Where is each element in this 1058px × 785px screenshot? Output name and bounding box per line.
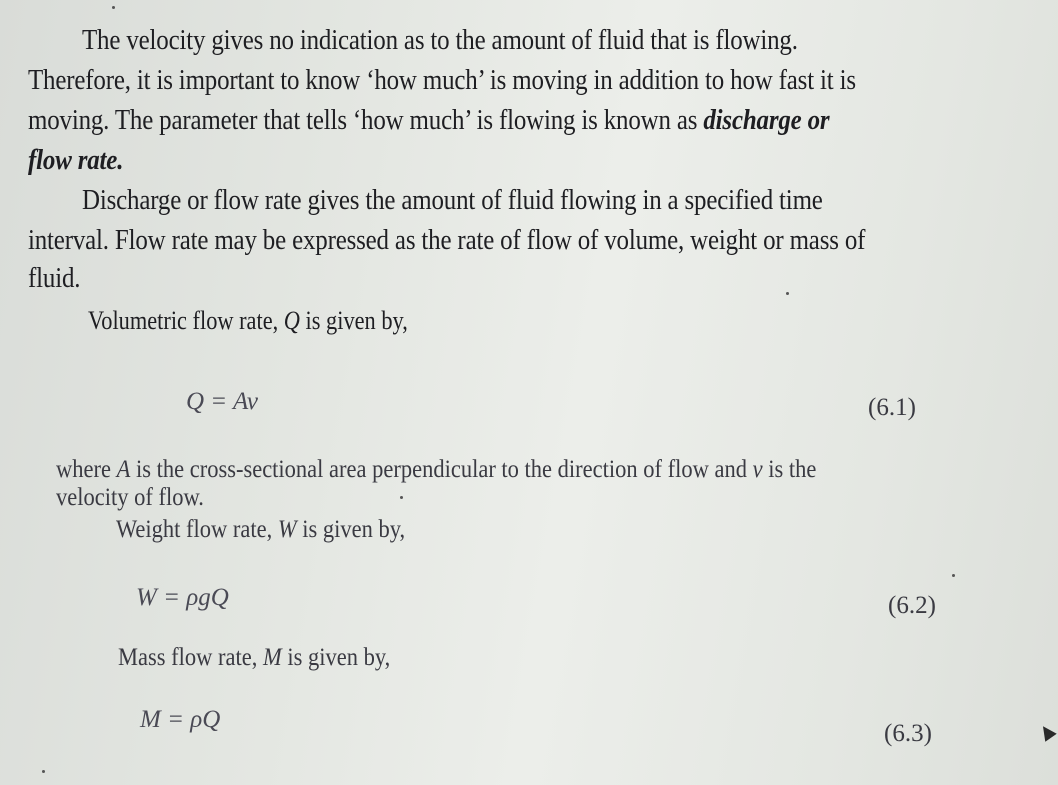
equation-6-1-text: Q = Av — [186, 388, 258, 415]
para2-line3-text: fluid. — [28, 262, 81, 294]
equation-number-6-2 — [888, 592, 936, 620]
equation-number-6-3 — [884, 720, 932, 748]
equation-number-6-2-text: (6.2) — [888, 592, 936, 619]
para2-line1-text: Discharge or flow rate gives the amount of fluid flowing in a specified time — [82, 184, 823, 216]
where-line2-text: velocity of flow. — [56, 484, 204, 511]
para1-line3 — [28, 104, 829, 137]
equation-6-2 — [136, 584, 229, 612]
para2-line2-text: interval. Flow rate may be expressed as the rate of flow of volume, weight or mass of — [28, 224, 866, 256]
where-line2 — [56, 484, 204, 512]
discharge-term: discharge or — [703, 104, 830, 136]
where-line1-b: is the cross-sectional area perpendicular to the direction of flow and — [130, 456, 753, 483]
equation-6-3 — [140, 706, 220, 734]
where-var-v: v — [752, 456, 763, 483]
weight-intro — [116, 516, 405, 544]
where-line1 — [56, 456, 816, 484]
mouse-cursor-icon — [1037, 722, 1056, 741]
flow-rate-term: flow rate. — [28, 144, 124, 176]
para1-line3-text: moving. The parameter that tells ‘how much’ is flowing is known as — [28, 104, 704, 136]
weight-intro-suffix: is given by, — [296, 516, 406, 543]
mass-var: M — [262, 644, 282, 671]
equation-6-3-text: M = ρQ — [140, 706, 221, 733]
mass-intro — [118, 644, 390, 672]
para1-line1-text: The velocity gives no indication as to the amount of fluid that is flowing. — [82, 24, 798, 56]
weight-var: W — [277, 516, 297, 543]
para1-line4 — [28, 144, 123, 177]
where-line1-a: where — [56, 456, 117, 483]
equation-6-1 — [186, 388, 258, 416]
speck — [400, 496, 403, 499]
where-line1-c: is the — [762, 456, 817, 483]
volumetric-intro-text: Volumetric flow rate, — [88, 306, 284, 335]
mass-intro-text: Mass flow rate, — [118, 644, 263, 671]
volumetric-intro — [88, 306, 408, 336]
para1-line2-text: Therefore, it is important to know ‘how much’ is moving in addition to how fast it is — [28, 64, 856, 96]
equation-6-2-text: W = ρgQ — [136, 584, 229, 611]
para1-line2 — [28, 64, 856, 97]
speck — [786, 292, 789, 295]
volumetric-var: Q — [283, 306, 300, 335]
mass-intro-suffix: is given by, — [281, 644, 391, 671]
speck — [112, 6, 115, 9]
volumetric-intro-suffix: is given by, — [299, 306, 408, 335]
para1-line1 — [82, 24, 798, 57]
speck — [42, 770, 45, 773]
equation-number-6-1-text: (6.1) — [868, 394, 916, 421]
para2-line3 — [28, 262, 80, 295]
equation-number-6-3-text: (6.3) — [884, 720, 932, 747]
where-var-A: A — [116, 456, 131, 483]
speck — [952, 574, 955, 577]
para2-line1 — [82, 184, 823, 217]
para2-line2 — [28, 224, 865, 257]
equation-number-6-1 — [868, 394, 916, 422]
weight-intro-text: Weight flow rate, — [116, 516, 278, 543]
